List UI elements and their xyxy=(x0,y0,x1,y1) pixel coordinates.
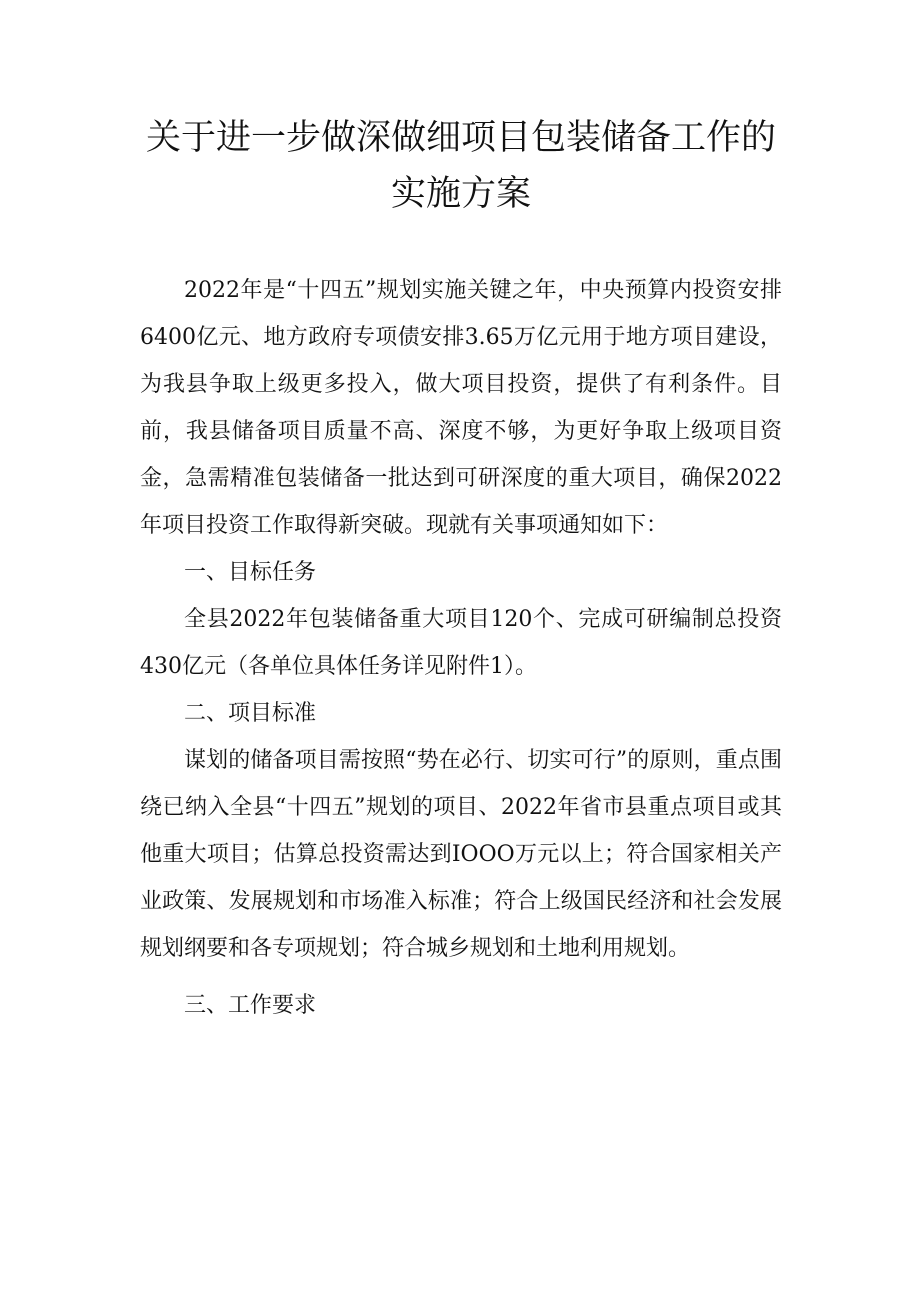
standards-paragraph: 谋划的储备项目需按照“势在必行、切实可行”的原则，重点围绕已纳入全县“十四五”规划的项目、2022年省市县重点项目或其他重大项目；估算总投资需达到IOOO万元以上；符合国家相关产业政策、发展规划和市场准入标准；符合上级国民经济和社会发展规划纲要和各专项规划；符合城乡规划和土地利用规划。 xyxy=(140,748,782,961)
goals-paragraph: 全县2022年包装储备重大项目120个、完成可研编制总投资430亿元（各单位具体任务详见附件1）。 xyxy=(140,607,782,679)
title-line-1: 关于进一步做深做细项目包装储备工作的 xyxy=(145,118,776,158)
section-heading-requirements: 三、工作要求 xyxy=(184,993,317,1018)
title-line-2: 实施方案 xyxy=(390,174,531,214)
section-heading-goals: 一、目标任务 xyxy=(184,560,317,585)
intro-paragraph: 2022年是“十四五”规划实施关键之年，中央预算内投资安排6400亿元、地方政府专项债安排3.65万亿元用于地方项目建设，为我县争取上级更多投入，做大项目投资，提供了有利条件。目前，我县储备项目质量不高、深度不够，为更好争取上级项目资金，急需精准包装储备一批达到可研深度的重大项目，确保2022年项目投资工作取得新突破。现就有关事项通知如下： xyxy=(140,278,782,538)
document-body xyxy=(140,267,782,1029)
section-heading-standards: 二、项目标准 xyxy=(184,701,317,726)
document-title xyxy=(140,110,782,222)
